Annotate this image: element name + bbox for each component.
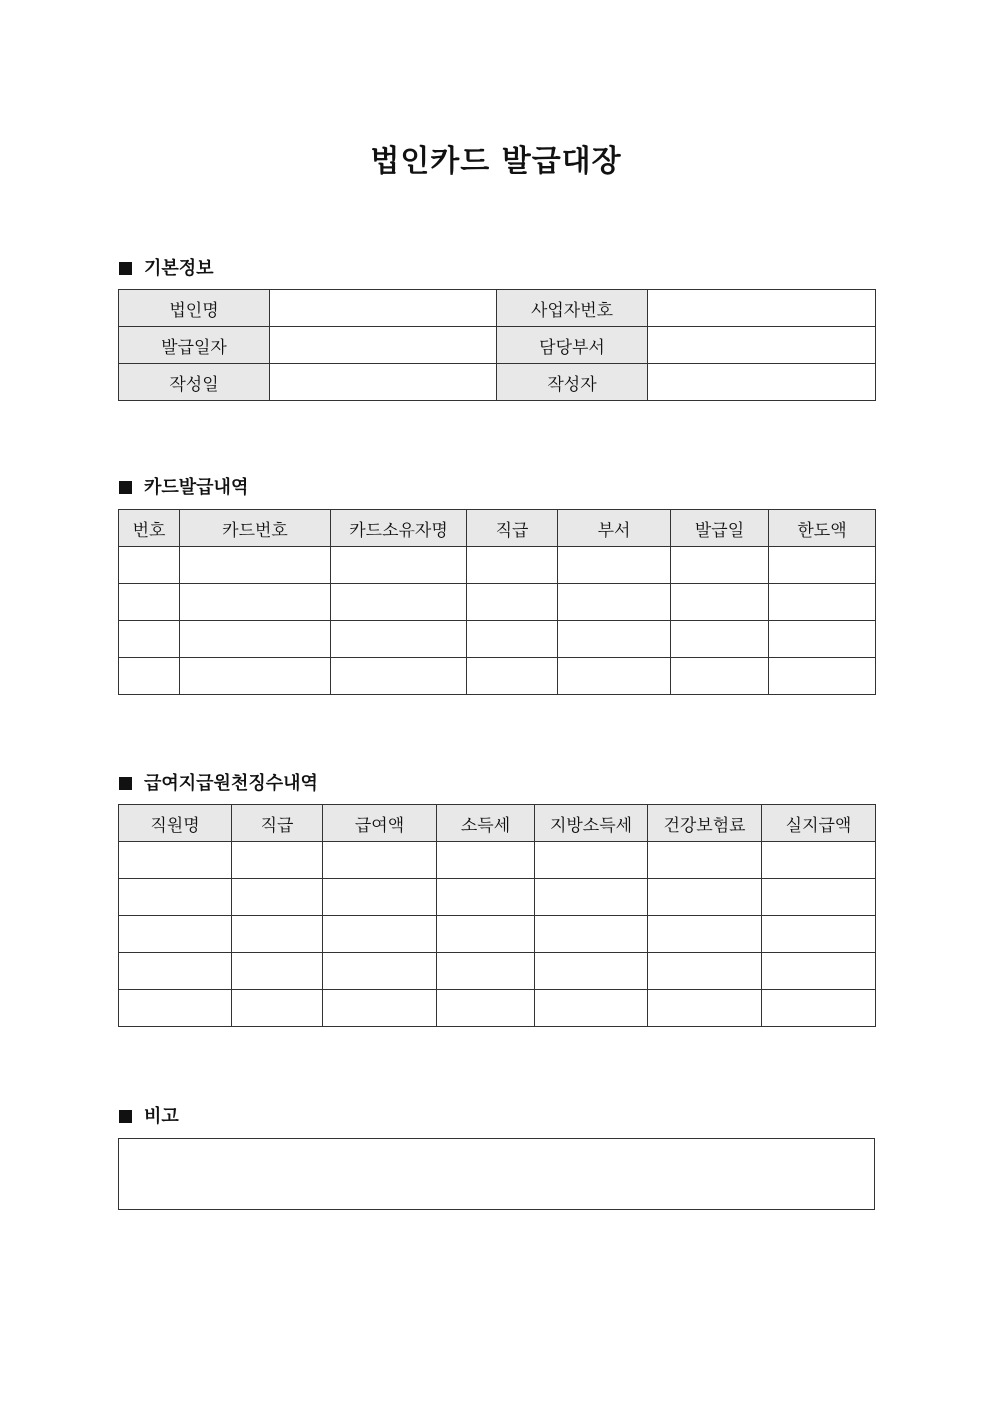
table-cell[interactable]: [769, 658, 876, 695]
section-heading-card-issuance: [119, 473, 248, 499]
table-header-row: [119, 510, 876, 547]
table-row: [119, 621, 876, 658]
column-header: 카드번호: [180, 510, 331, 547]
square-bullet-icon: [119, 262, 132, 275]
table-cell[interactable]: [762, 990, 876, 1027]
table-row: [119, 290, 876, 327]
field-label: 작성자: [497, 364, 648, 401]
table-row: [119, 879, 876, 916]
salary-withholding-table: [118, 804, 876, 1027]
field-value-cell[interactable]: [270, 290, 497, 327]
section-heading-salary-withholding: [119, 769, 318, 795]
table-cell[interactable]: [232, 842, 323, 879]
section-label: 비고: [144, 1106, 179, 1127]
table-row: [119, 364, 876, 401]
column-header: 실지급액: [762, 805, 876, 842]
table-cell[interactable]: [535, 879, 648, 916]
table-cell[interactable]: [535, 842, 648, 879]
table-cell[interactable]: [437, 916, 535, 953]
table-cell[interactable]: [762, 879, 876, 916]
table-cell[interactable]: [119, 953, 232, 990]
table-cell[interactable]: [535, 990, 648, 1027]
table-cell[interactable]: [648, 916, 762, 953]
column-header: 발급일: [671, 510, 769, 547]
table-cell[interactable]: [119, 584, 180, 621]
table-cell[interactable]: [762, 916, 876, 953]
table-cell[interactable]: [331, 621, 467, 658]
table-row: [119, 953, 876, 990]
table-cell[interactable]: [467, 621, 558, 658]
table-cell[interactable]: [558, 658, 671, 695]
column-header: 카드소유자명: [331, 510, 467, 547]
table-cell[interactable]: [180, 547, 331, 584]
table-cell[interactable]: [671, 584, 769, 621]
table-cell[interactable]: [671, 547, 769, 584]
table-cell[interactable]: [119, 547, 180, 584]
table-cell[interactable]: [180, 658, 331, 695]
section-label: 급여지급원천징수내역: [144, 773, 318, 794]
field-label: 사업자번호: [497, 290, 648, 327]
column-header: 직원명: [119, 805, 232, 842]
table-cell[interactable]: [180, 621, 331, 658]
table-cell[interactable]: [467, 547, 558, 584]
column-header: 지방소득세: [535, 805, 648, 842]
table-cell[interactable]: [323, 842, 437, 879]
column-header: 급여액: [323, 805, 437, 842]
table-cell[interactable]: [762, 953, 876, 990]
square-bullet-icon: [119, 777, 132, 790]
table-cell[interactable]: [648, 879, 762, 916]
table-cell[interactable]: [232, 990, 323, 1027]
field-value-cell[interactable]: [270, 327, 497, 364]
table-cell[interactable]: [437, 953, 535, 990]
square-bullet-icon: [119, 1110, 132, 1123]
field-value-cell[interactable]: [648, 364, 876, 401]
table-row: [119, 658, 876, 695]
table-cell[interactable]: [769, 621, 876, 658]
table-cell[interactable]: [323, 879, 437, 916]
table-cell[interactable]: [671, 658, 769, 695]
field-label: 작성일: [119, 364, 270, 401]
table-cell[interactable]: [535, 953, 648, 990]
table-cell[interactable]: [648, 990, 762, 1027]
field-label: 발급일자: [119, 327, 270, 364]
column-header: 직급: [467, 510, 558, 547]
table-cell[interactable]: [232, 916, 323, 953]
table-cell[interactable]: [323, 953, 437, 990]
field-label: 담당부서: [497, 327, 648, 364]
table-cell[interactable]: [331, 547, 467, 584]
column-header: 직급: [232, 805, 323, 842]
table-row: [119, 584, 876, 621]
section-heading-memo: [119, 1102, 179, 1128]
table-row: [119, 990, 876, 1027]
table-cell[interactable]: [323, 990, 437, 1027]
table-cell[interactable]: [119, 842, 232, 879]
table-cell[interactable]: [331, 658, 467, 695]
table-cell[interactable]: [331, 584, 467, 621]
table-cell[interactable]: [437, 990, 535, 1027]
table-cell[interactable]: [558, 547, 671, 584]
table-cell[interactable]: [769, 547, 876, 584]
card-issuance-table: [118, 509, 876, 695]
section-label: 카드발급내역: [144, 477, 249, 498]
basic-info-table: [118, 289, 876, 401]
table-row: [119, 916, 876, 953]
table-row: [119, 327, 876, 364]
section-heading-basic-info: [119, 254, 214, 280]
table-cell[interactable]: [769, 584, 876, 621]
table-cell[interactable]: [467, 584, 558, 621]
table-cell[interactable]: [558, 621, 671, 658]
square-bullet-icon: [119, 481, 132, 494]
table-cell[interactable]: [119, 879, 232, 916]
table-cell[interactable]: [535, 916, 648, 953]
table-cell[interactable]: [119, 990, 232, 1027]
column-header: 부서: [558, 510, 671, 547]
field-value-cell[interactable]: [648, 290, 876, 327]
table-cell[interactable]: [467, 658, 558, 695]
table-cell[interactable]: [232, 879, 323, 916]
table-row: [119, 842, 876, 879]
table-cell[interactable]: [671, 621, 769, 658]
table-cell[interactable]: [232, 953, 323, 990]
table-cell[interactable]: [119, 916, 232, 953]
table-cell[interactable]: [648, 953, 762, 990]
field-value-cell[interactable]: [648, 327, 876, 364]
table-cell[interactable]: [119, 658, 180, 695]
field-label: 법인명: [119, 290, 270, 327]
column-header: 한도액: [769, 510, 876, 547]
column-header: 번호: [119, 510, 180, 547]
section-label: 기본정보: [144, 258, 214, 279]
table-row: [119, 547, 876, 584]
memo-box[interactable]: [118, 1138, 875, 1210]
table-header-row: [119, 805, 876, 842]
column-header: 건강보험료: [648, 805, 762, 842]
table-cell[interactable]: [437, 842, 535, 879]
table-cell[interactable]: [762, 842, 876, 879]
table-cell[interactable]: [648, 842, 762, 879]
table-cell[interactable]: [437, 879, 535, 916]
table-cell[interactable]: [119, 621, 180, 658]
table-cell[interactable]: [323, 916, 437, 953]
field-value-cell[interactable]: [270, 364, 497, 401]
page-title: 법인카드 발급대장: [370, 144, 622, 179]
column-header: 소득세: [437, 805, 535, 842]
table-cell[interactable]: [558, 584, 671, 621]
table-cell[interactable]: [180, 584, 331, 621]
